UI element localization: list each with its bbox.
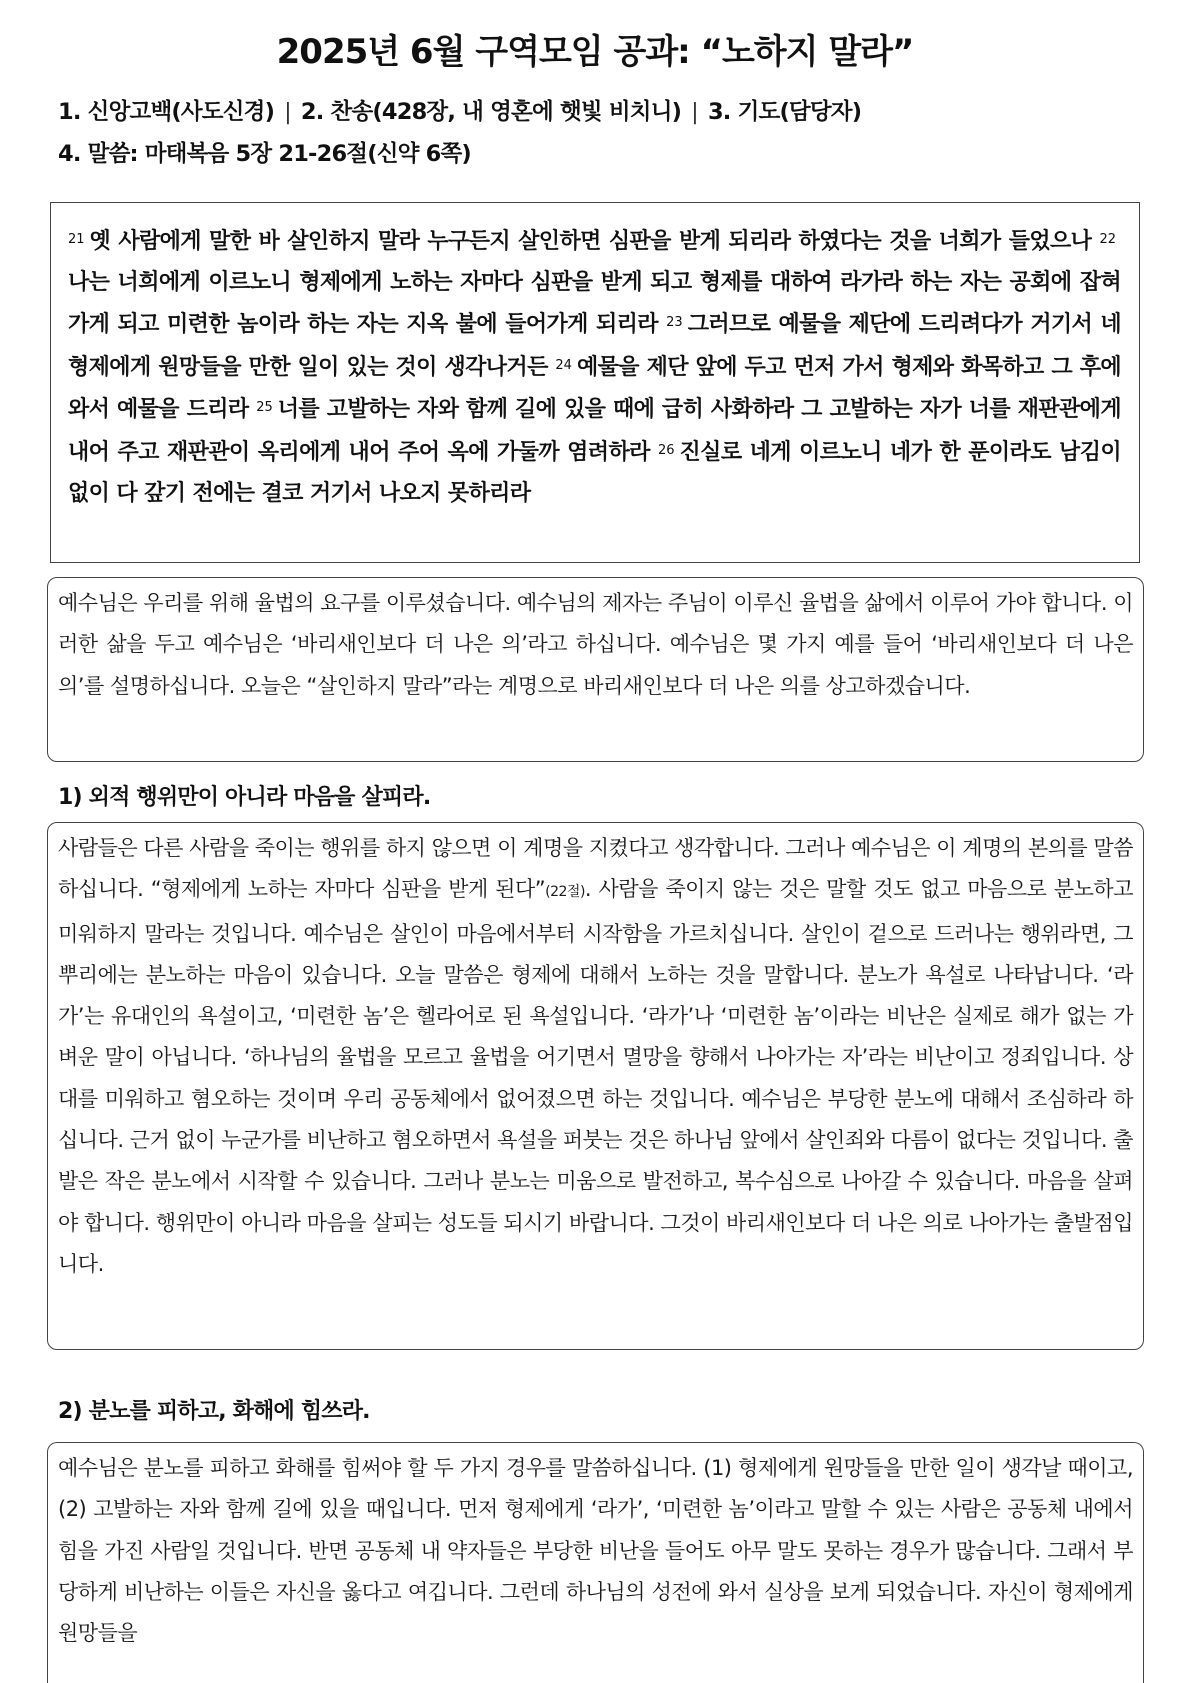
separator: | [284,99,291,125]
section-2-body [47,1442,1144,1683]
verse-number: 26 [657,442,675,458]
scripture-passage [50,202,1140,563]
verse-text: 그러므로 예물을 제단에 드리려다가 거기서 네 형제에게 원망들을 만한 일이 있는 것이 생각나거든 [68,312,1121,380]
intro-box [47,577,1144,762]
verse-number: 22 [1099,232,1116,247]
verse-number: 23 [666,315,683,331]
verse-text: 나는 너희에게 이르노니 형제에게 노하는 자마다 심판을 받게 되고 형제를 대하여 라가라 하는 자는 공회에 잡혀가게 되고 미련한 놈이라 하는 자는 지옥 불에 들어가게 되리라 [68,269,1121,338]
order-of-service-line-2: 4. 말씀: 마태복음 5장 21-26절(신약 6쪽) [58,141,471,167]
verse-number: 24 [555,357,572,373]
section-1-text-cont: . 사람을 죽이지 않는 것은 말할 것도 없고 마음으로 분노하고 미워하지 말라는 것입니다. 예수님은 살인이 마음에서부터 시작함을 가르치십니다. 살인이 겉으로 드러나는 행위라면, 그 뿌리에는 분노하는 마음이 있습니다. 오늘 말씀은 형제에 대해서 노하는 것을 말합니다. 분노가 욕설로 나타납니다. ‘라가’는 유대인의 욕설이고, ‘미련한 놈’은 헬라어로 된 욕설입니다. ‘라가’나 ‘미련한 놈’이라는 비난은 실제로 해가 없는 가벼운 말이 아닙니다. ‘하나님의 율법을 모르고 율법을 어기면서 멸망을 향해서 나아가는 자’라는 비난이고 정죄입니다. 상대를 미워하고 혐오하는 것이며 우리 공동체에서 없어졌으면 하는 것입니다. 예수님은 부당한 분노에 대해서 조심하라 하십니다. 근거 없이 누군가를 비난하고 혐오하면서 욕설을 퍼붓는 것은 하나님 앞에서 살인죄와 다름이 없다는 것입니다. 출발은 작은 분노에서 시작할 수 있습니다. 그러나 분노는 미움으로 발전하고, 복수심으로 나아갈 수 있습니다. 마음을 살펴야 합니다. 행위만이 아니라 마음을 살피는 성도들 되시기 바랍니다. 그것이 바리새인보다 더 나은 의로 나아가는 출발점입니다. [58,877,1133,1276]
verse-reference: (22절) [545,884,585,901]
section-1-heading: 1) 외적 행위만이 아니라 마음을 살피라. [58,785,431,810]
order-item-hymn: 2. 찬송(428장, 내 영혼에 햇빛 비치니) [300,99,682,125]
verse-number: 21 [68,232,85,247]
order-item-creed: 1. 신앙고백(사도신경) [58,99,275,125]
verse-text: 예물을 제단 앞에 두고 먼저 가서 형제와 화목하고 그 후에 와서 예물을 드리라 [68,354,1121,423]
order-item-prayer: 3. 기도(담당자) [707,99,862,125]
section-1-body [47,822,1144,1350]
verse-text: 옛 사람에게 말한 바 살인하지 말라 누구든지 살인하면 심판을 받게 되리라 하였다는 것을 너희가 들었으나 [89,229,1092,254]
order-of-service-line-1 [58,96,861,128]
page-title: 2025년 6월 구역모임 공과: “노하지 말라” [276,32,914,72]
section-1-text: 사람들은 다른 사람을 죽이는 행위를 하지 않으면 이 계명을 지켰다고 생각합니다. 그러나 예수님은 이 계명의 본의를 말씀하십니다. “형제에게 노하는 자마다 심판을 받게 된다” [58,836,1133,902]
intro-text: 예수님은 우리를 위해 율법의 요구를 이루셨습니다. 예수님의 제자는 주님이 이루신 율법을 삶에서 이루어 가야 합니다. 이러한 삶을 두고 예수님은 ‘바리새인보다 더 나은 의’라고 하십니다. 예수님은 몇 가지 예를 들어 ‘바리새인보다 더 나은 의’를 설명하십니다. 오늘은 “살인하지 말라”라는 계명으로 바리새인보다 더 나은 의를 상고하겠습니다. [58,591,1133,698]
verse-number: 25 [256,400,273,416]
section-2-heading: 2) 분노를 피하고, 화해에 힘쓰라. [58,1399,370,1424]
separator: | [691,99,698,125]
section-2-text: 예수님은 분노를 피하고 화해를 힘써야 할 두 가지 경우를 말씀하십니다. (1) 형제에게 원망들을 만한 일이 생각날 때이고, (2) 고발하는 자와 함께 길에 있을 때입니다. 먼저 형제에게 ‘라가’, ‘미련한 놈’이라고 말할 수 있는 사람은 공동체 내에서 힘을 가진 사람일 것입니다. 반면 공동체 내 약자들은 부당한 비난을 들어도 아무 말도 못하는 경우가 많습니다. 그래서 부당하게 비난하는 이들은 자신을 옳다고 여깁니다. 그런데 하나님의 성전에 와서 실상을 보게 되었습니다. 자신이 형제에게 원망들을 [58,1456,1133,1646]
verse-text: 진실로 네게 이르노니 네가 한 푼이라도 남김이 없이 다 갚기 전에는 결코 거기서 나오지 못하리라 [68,439,1122,506]
verse-text: 너를 고발하는 자와 함께 길에 있을 때에 급히 사화하라 그 고발하는 자가 너를 재판관에게 내어 주고 재판관이 옥리에게 내어 주어 옥에 가둘까 염려하라 [68,397,1121,465]
